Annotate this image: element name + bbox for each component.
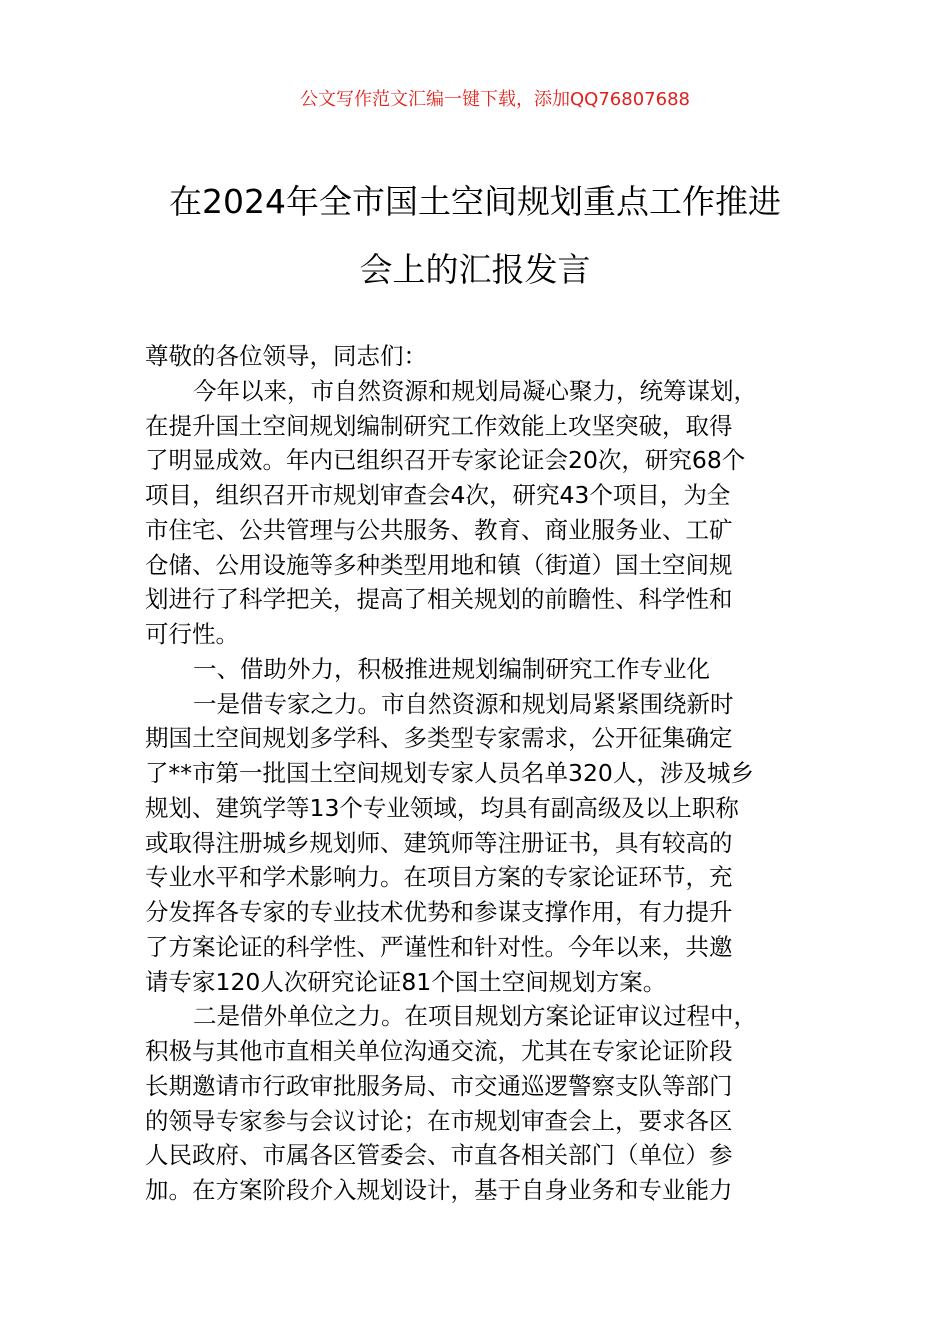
body-line: 了明显成效。年内已组织召开专家论证会20次，研究68个 [145,446,746,475]
body-line: 规划、建筑学等13个专业领域，均具有副高级及以上职称 [145,793,739,822]
body-line: 一是借专家之力。市自然资源和规划局紧紧围绕新时 [193,689,734,718]
body-line: 市住宅、公共管理与公共服务、教育、商业服务业、工矿 [145,515,733,544]
body-line: 人民政府、市属各区管委会、市直各相关部门（单位）参 [145,1141,733,1170]
body-line: 二是借外单位之力。在项目规划方案论证审议过程中， [193,1002,757,1031]
body-line: 长期邀请市行政审批服务局、市交通巡逻警察支队等部门 [145,1071,733,1100]
promo-header: 公文写作范文汇编一键下载，添加QQ76807688 [300,89,690,110]
body-line: 今年以来，市自然资源和规划局凝心聚力，统筹谋划， [193,376,757,405]
body-line: 划进行了科学把关，提高了相关规划的前瞻性、科学性和 [145,585,733,614]
body-line: 加。在方案阶段介入规划设计，基于自身业务和专业能力 [145,1176,733,1204]
body-line: 了方案论证的科学性、严谨性和针对性。今年以来，共邀 [145,932,733,961]
body-line: 期国土空间规划多学科、多类型专家需求，公开征集确定 [145,724,733,753]
body-line: 了**市第一批国土空间规划专家人员名单320人，涉及城乡 [145,759,754,787]
document-title-line-1: 在2024年全市国土空间规划重点工作推进 [169,182,781,221]
body-line: 一、借助外力，积极推进规划编制研究工作专业化 [193,654,710,683]
body-line: 尊敬的各位领导，同志们： [145,342,427,370]
body-line: 分发挥各专家的专业技术优势和参谋支撑作用，有力提升 [145,898,733,926]
body-line: 请专家120人次研究论证81个国土空间规划方案。 [145,967,667,996]
body-line: 专业水平和学术影响力。在项目方案的专家论证环节，充 [145,863,733,892]
body-line: 积极与其他市直相关单位沟通交流，尤其在专家论证阶段 [145,1037,733,1065]
body-line: 可行性。 [145,620,239,648]
document-title-line-2: 会上的汇报发言 [359,250,591,289]
body-line: 的领导专家参与会议讨论；在市规划审查会上，要求各区 [145,1106,733,1135]
body-line: 或取得注册城乡规划师、建筑师等注册证书，具有较高的 [145,828,733,857]
body-line: 在提升国土空间规划编制研究工作效能上攻坚突破，取得 [145,411,733,440]
document-body [145,339,845,1208]
body-line: 仓储、公用设施等多种类型用地和镇（街道）国土空间规 [145,550,733,579]
body-line: 项目，组织召开市规划审查会4次，研究43个项目，为全 [145,481,731,509]
